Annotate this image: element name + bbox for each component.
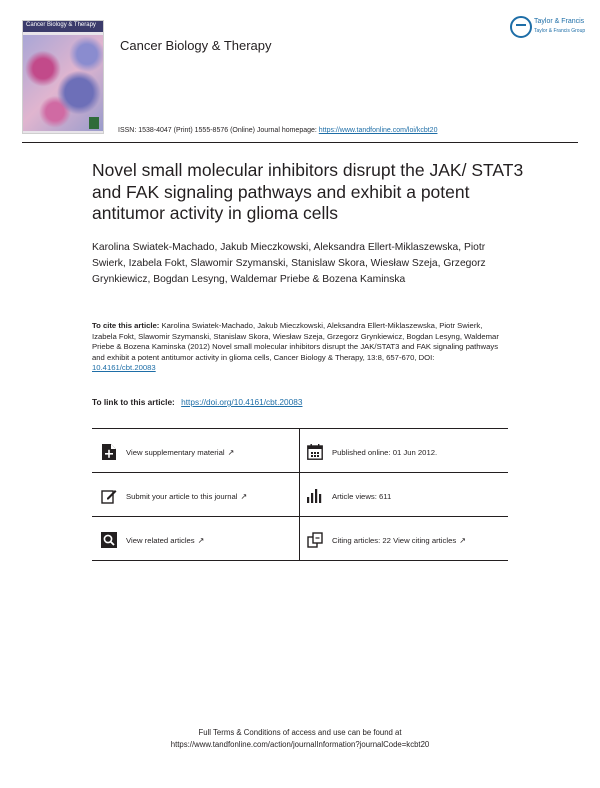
related-articles-label: View related articles xyxy=(126,535,195,545)
header-divider xyxy=(22,142,578,143)
link-label: To link to this article: xyxy=(92,397,175,407)
footer-terms xyxy=(0,727,600,750)
cover-journal-label: Cancer Biology & Therapy xyxy=(26,22,96,28)
article-link-line xyxy=(92,397,302,407)
supplementary-label: View supplementary material xyxy=(126,447,225,457)
publisher-subname: Taylor & Francis Group xyxy=(534,28,586,34)
external-link-icon: ↗ xyxy=(227,447,235,457)
edit-icon xyxy=(100,487,118,505)
calendar-icon xyxy=(306,443,324,461)
citing-articles-label: Citing articles: 22 View citing articles xyxy=(332,535,457,545)
issn-line xyxy=(118,127,437,134)
external-link-icon: ↗ xyxy=(459,535,466,545)
citing-articles-button[interactable] xyxy=(306,520,466,560)
article-title: Novel small molecular inhibitors disrupt the JAK/ STAT3 and FAK signaling pathways and exhibit a potent antitumor activity in glioma cells xyxy=(92,160,524,223)
external-link-icon: ↗ xyxy=(240,491,248,501)
submit-article-label: Submit your article to this journal xyxy=(126,491,238,501)
external-link-icon: ↗ xyxy=(197,535,205,545)
cover-title-bar xyxy=(23,21,103,32)
issn-text: ISSN: 1538-4047 (Print) 1555-8576 (Online) Journal homepage: xyxy=(118,127,317,134)
published-online-label: Published online: 01 Jun 2012. xyxy=(332,447,438,457)
cover-badge xyxy=(89,117,99,129)
citation-text: Karolina Swiatek-Machado, Jakub Mieczkowski, Aleksandra Ellert-Miklaszewska, Piotr Swierk, Izabela Fokt, Slawomir Szymanski, Stanislaw Skora, Wiesław Szeja, Grzegorz Grynkiewicz, Bogdan Lesyng, Waldemar Priebe & Bozena Kaminska (2012) Novel small molecular inhibitors disrupt the JAK/STAT3 and FAK signaling pathways and exhibit a potent antitumor activity in glioma cells, Cancer Biology & Therapy, 13:8, 657-670, DOI: xyxy=(92,321,499,362)
view-supplementary-button[interactable] xyxy=(100,432,234,472)
published-online-info xyxy=(306,432,437,472)
citing-articles-icon xyxy=(306,531,324,549)
journal-cover-thumbnail xyxy=(22,20,104,134)
article-views-info xyxy=(306,476,391,516)
grid-rule-center xyxy=(299,428,300,560)
journal-title: Cancer Biology & Therapy xyxy=(120,38,272,53)
citation-label: To cite this article: xyxy=(92,321,160,330)
grid-rule-1 xyxy=(92,472,508,473)
search-icon xyxy=(100,531,118,549)
citation-block xyxy=(92,321,500,374)
bar-chart-icon xyxy=(306,487,324,505)
grid-rule-2 xyxy=(92,516,508,517)
footer-line-1: Full Terms & Conditions of access and use can be found at xyxy=(198,728,402,737)
grid-rule-bottom xyxy=(92,560,508,561)
publisher-logo-icon xyxy=(510,16,532,38)
article-doi-link[interactable]: https://doi.org/10.4161/cbt.20083 xyxy=(181,397,303,407)
publisher-logo xyxy=(510,15,586,47)
publisher-name: Taylor & Francis xyxy=(534,18,585,25)
footer-terms-link[interactable]: https://www.tandfonline.com/action/journalInformation?journalCode=kcbt20 xyxy=(170,739,430,749)
citation-doi-link[interactable]: 10.4161/cbt.20083 xyxy=(92,363,156,373)
article-authors: Karolina Swiatek-Machado, Jakub Mieczkowski, Aleksandra Ellert-Miklaszewska, Piotr Swierk, Izabela Fokt, Slawomir Szymanski, Stanislaw Skora, Wiesław Szeja, Grzegorz Grynkiewicz, Bogdan Lesyng, Waldemar Priebe & Bozena Kaminska xyxy=(92,242,486,285)
submit-article-button[interactable] xyxy=(100,476,247,516)
grid-rule-top xyxy=(92,428,508,429)
view-related-articles-button[interactable] xyxy=(100,520,204,560)
journal-homepage-link[interactable]: https://www.tandfonline.com/loi/kcbt20 xyxy=(318,127,438,134)
supplementary-file-icon xyxy=(100,443,118,461)
article-views-label: Article views: 611 xyxy=(332,491,392,501)
